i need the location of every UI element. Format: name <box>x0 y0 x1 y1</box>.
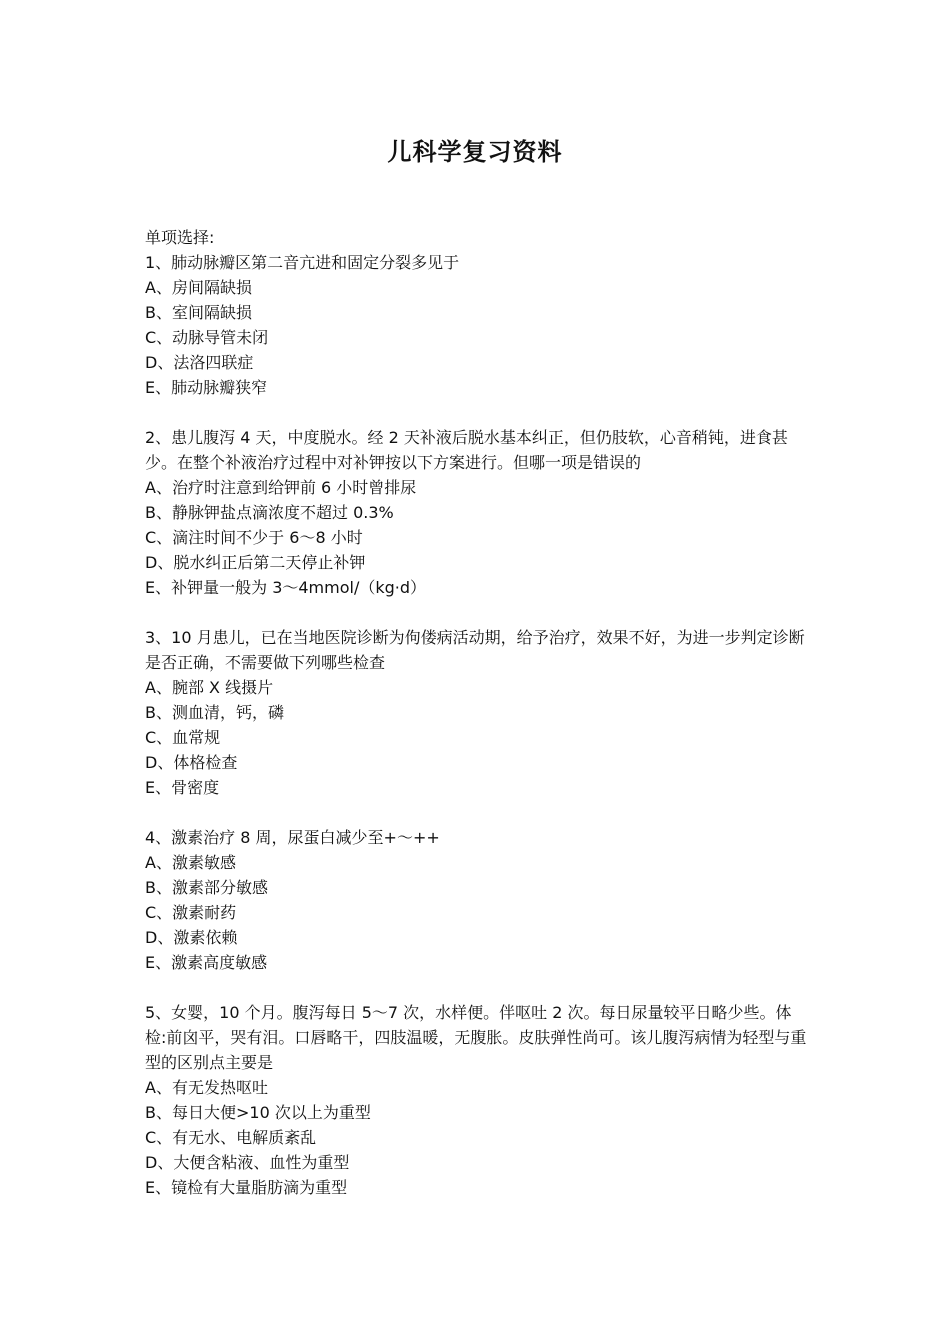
option-d: D、大便含粘液、血性为重型 <box>145 1153 350 1172</box>
question-5 <box>145 1000 810 1200</box>
question-2 <box>145 425 810 600</box>
option-list <box>145 475 810 600</box>
option-d: D、体格检查 <box>145 753 238 772</box>
question-4 <box>145 825 810 975</box>
option-e: E、镜检有大量脂肪滴为重型 <box>145 1178 348 1197</box>
option-c: C、滴注时间不少于 6～8 小时 <box>145 528 363 547</box>
option-e: E、肺动脉瓣狭窄 <box>145 378 268 397</box>
option-a: A、激素敏感 <box>145 853 236 872</box>
option-c: C、激素耐药 <box>145 903 237 922</box>
option-e: E、骨密度 <box>145 778 220 797</box>
option-d: D、激素依赖 <box>145 928 238 947</box>
option-e: E、激素高度敏感 <box>145 953 268 972</box>
question-stem: 5、女婴，10 个月。腹泻每日 5～7 次，水样便。伴呕吐 2 次。每日尿量较平日略少些。体检:前囟平，哭有泪。口唇略干，四肢温暖，无腹胀。皮肤弹性尚可。该儿腹泻病情为轻型与重型的区别点主要是 <box>145 1003 807 1072</box>
question-stem: 3、10 月患儿，已在当地医院诊断为佝偻病活动期，给予治疗，效果不好，为进一步判定诊断是否正确，不需要做下列哪些检查 <box>145 628 805 672</box>
option-a: A、治疗时注意到给钾前 6 小时曾排尿 <box>145 478 417 497</box>
option-list <box>145 1075 810 1200</box>
option-a: A、有无发热呕吐 <box>145 1078 268 1097</box>
option-a: A、腕部 X 线摄片 <box>145 678 274 697</box>
option-e: E、补钾量一般为 3～4mmol/（kg·d） <box>145 578 427 597</box>
question-stem: 1、肺动脉瓣区第二音亢进和固定分裂多见于 <box>145 253 460 272</box>
option-list <box>145 275 810 400</box>
question-1 <box>145 250 810 400</box>
option-b: B、测血清，钙，磷 <box>145 703 284 722</box>
question-stem: 2、患儿腹泻 4 天，中度脱水。经 2 天补液后脱水基本纠正，但仍肢软，心音稍钝，进食甚少。在整个补液治疗过程中对补钾按以下方案进行。但哪一项是错误的 <box>145 428 788 472</box>
option-c: C、血常规 <box>145 728 221 747</box>
question-3 <box>145 625 810 800</box>
option-list <box>145 675 810 800</box>
option-d: D、法洛四联症 <box>145 353 254 372</box>
document-body <box>145 225 810 1225</box>
option-b: B、静脉钾盐点滴浓度不超过 0.3% <box>145 503 394 522</box>
option-b: B、室间隔缺损 <box>145 303 252 322</box>
question-stem: 4、激素治疗 8 周，尿蛋白减少至+～++ <box>145 828 440 847</box>
option-b: B、每日大便>10 次以上为重型 <box>145 1103 371 1122</box>
option-list <box>145 850 810 975</box>
option-c: C、有无水、电解质紊乱 <box>145 1128 317 1147</box>
page-title: 儿科学复习资料 <box>387 138 563 166</box>
option-b: B、激素部分敏感 <box>145 878 268 897</box>
option-a: A、房间隔缺损 <box>145 278 252 297</box>
option-c: C、动脉导管未闭 <box>145 328 269 347</box>
option-d: D、脱水纠正后第二天停止补钾 <box>145 553 366 572</box>
section-label: 单项选择: <box>145 228 215 247</box>
